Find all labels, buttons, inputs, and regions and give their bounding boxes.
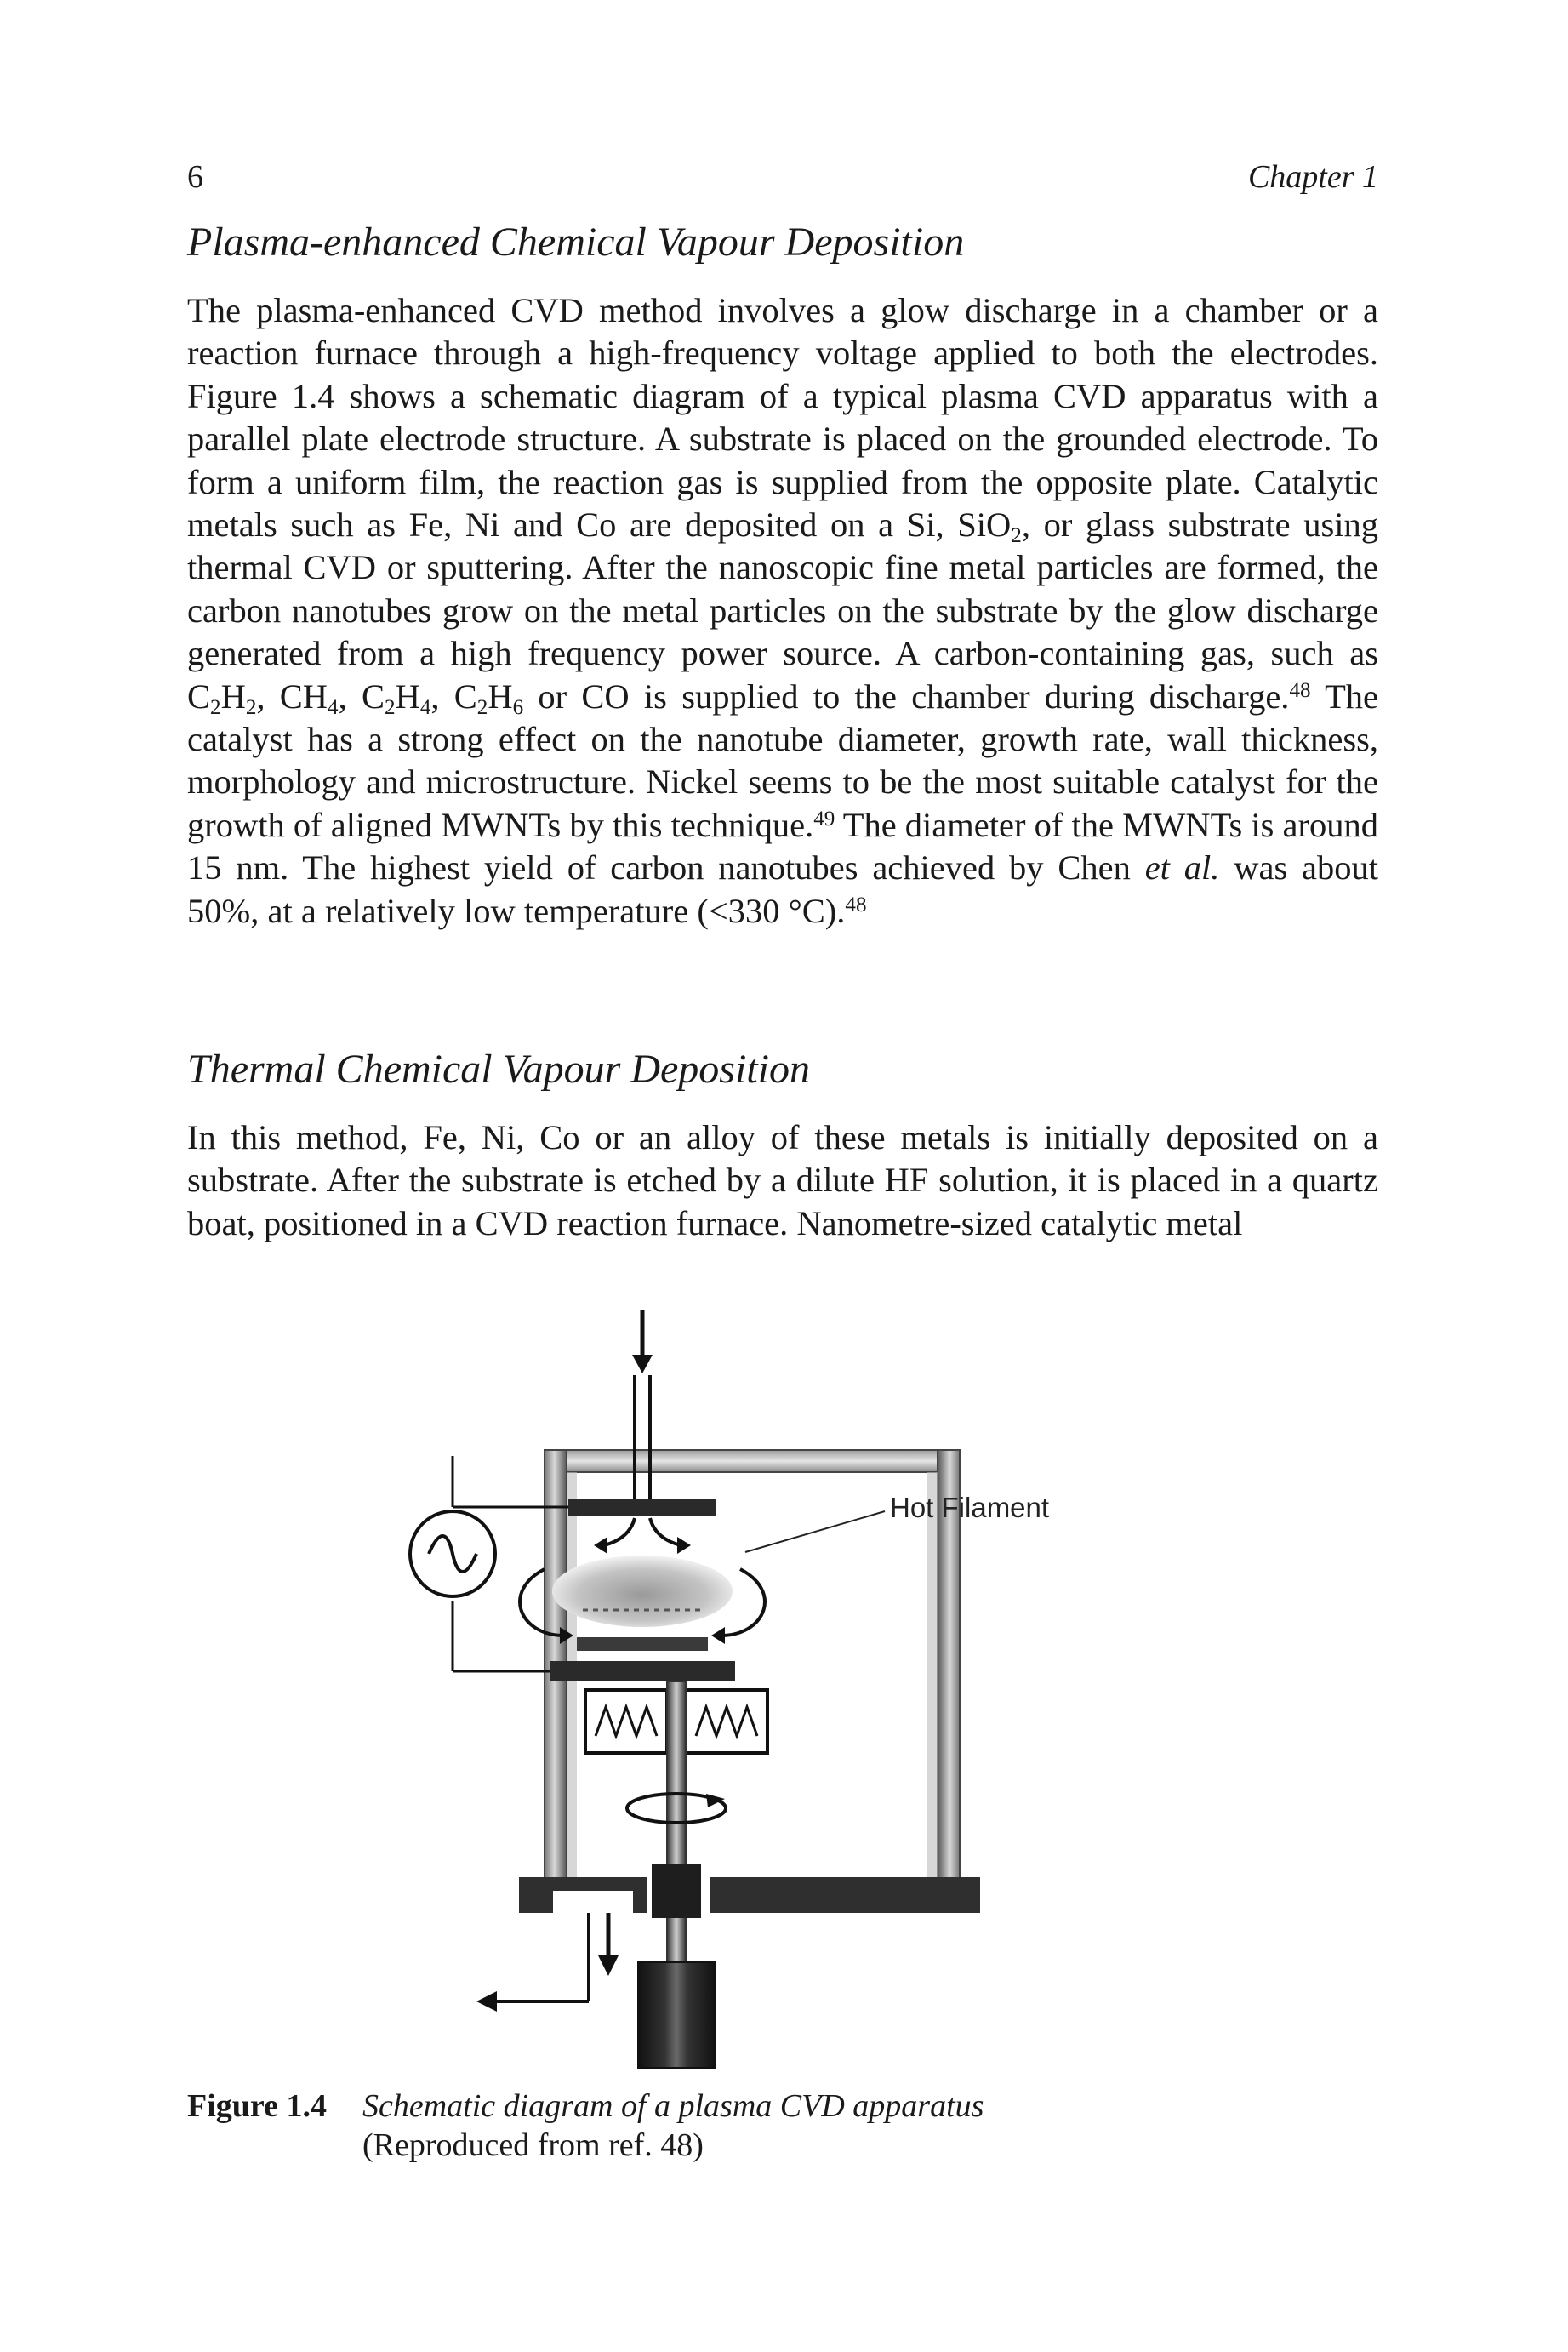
paragraph-plasma-cvd: The plasma-enhanced CVD method involves a glow discharge in a chamber or a reaction furnace through a high-frequency voltage applied to both the electrodes. Figure 1.4 shows a schematic diagram of a typical plasma CVD apparatus with a parallel plate electrode structure. A substrate is placed on the grounded electrode. To form a uniform film, the reaction gas is supplied from the opposite plate. Catalytic metals such as Fe, Ni and Co are deposited on a Si, SiO$_2$, or glass substrate using thermal CVD or sputtering. After the nanoscopic fine metal particles are formed, the carbon nanotubes grow on the metal particles on the substrate by the glow discharge generated from a high frequency power source. A carbon-containing gas, such as $C_2H_2$, $CH_4$, $C_2H_4$, $C_2H_6$ or CO is supplied to the chamber during discharge.$^{48}$ The catalyst has a strong effect on the nanotube diameter, growth rate, wall thickness, morphology and microstructure. Nickel seems to be the most suitable catalyst for the growth of aligned MWNTs by this technique.$^{49}$ The diameter of the MWNTs is around 15 nm. The highest yield of carbon nanotubes achieved by Chen et al. was about 50%, at a relatively low temperature (<330 °C).$^{48}$ bbox=[187, 291, 1379, 930]
motor bbox=[638, 1962, 715, 2068]
reference-49: 49 bbox=[813, 808, 835, 831]
heater-coil-icon bbox=[585, 1690, 667, 1753]
plasma-glow bbox=[552, 1556, 733, 1627]
figure-plasma-cvd-apparatus bbox=[391, 1310, 1200, 2076]
paragraph-thermal-cvd: In this method, Fe, Ni, Co or an alloy of these metals is initially deposited on a substrate. After the substrate is etched by a dilute HF solution, it is placed in a quartz boat, positioned in a CVD reaction furnace. Nanometre-sized catalytic metal bbox=[187, 1118, 1378, 1242]
figure-caption-label: Figure 1.4 bbox=[187, 2088, 327, 2124]
page-number: 6 bbox=[187, 159, 203, 195]
shaft-seal bbox=[652, 1864, 701, 1918]
hot-filament-annotation bbox=[745, 1492, 1049, 1552]
grounded-electrode bbox=[550, 1661, 735, 1681]
plasma-cvd-diagram bbox=[391, 1310, 1200, 2076]
exhaust-outlet bbox=[476, 1913, 619, 2012]
section-heading-plasma-cvd: Plasma-enhanced Chemical Vapour Deposition bbox=[187, 220, 965, 265]
chamber-base bbox=[519, 1877, 980, 1913]
reference-48: 48 bbox=[1289, 679, 1311, 703]
section-heading-thermal-cvd: Thermal Chemical Vapour Deposition bbox=[187, 1047, 810, 1092]
running-head: Chapter 1 bbox=[1247, 159, 1378, 195]
upper-electrode bbox=[568, 1499, 716, 1516]
figure-caption-credit: (Reproduced from ref. 48) bbox=[362, 2127, 704, 2163]
substrate bbox=[577, 1637, 708, 1651]
figure-caption-title: Schematic diagram of a plasma CVD apparatus bbox=[362, 2088, 984, 2124]
heater-coil-icon bbox=[686, 1690, 767, 1753]
gas-flow-arrows bbox=[594, 1518, 691, 1554]
hot-filament-label: Hot Filament bbox=[890, 1492, 1050, 1523]
reference-48: 48 bbox=[845, 893, 867, 917]
